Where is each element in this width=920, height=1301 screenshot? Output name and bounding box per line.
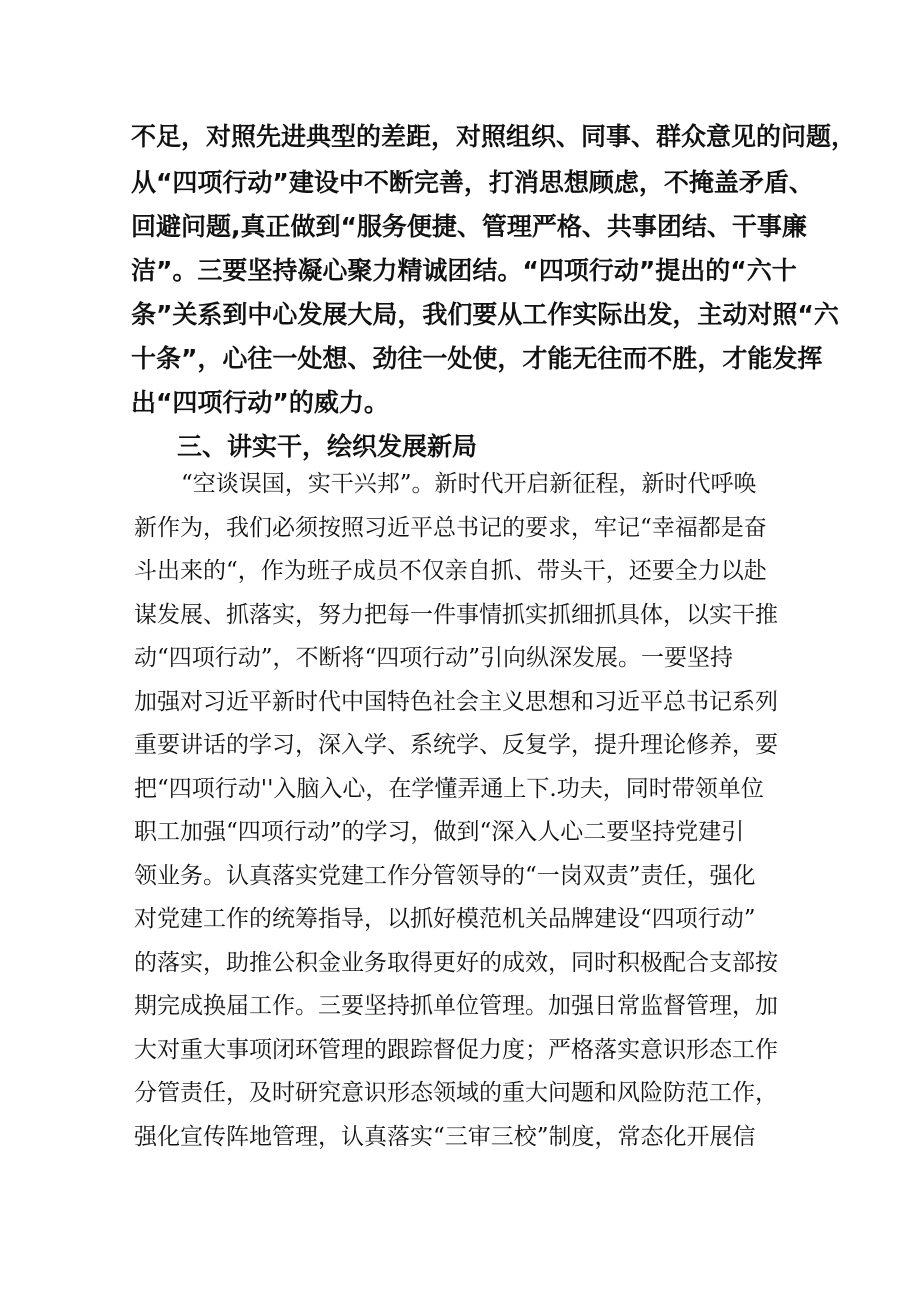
text-line: 大对重大事项闭环管理的跟踪督促力度；严格落实意识形态工作 xyxy=(134,1037,778,1063)
text-line: 领业务。认真落实党建工作分管领导的“一岗双责”责任，强化 xyxy=(134,863,756,889)
text-line: 把“四项行动''入脑入心，在学懂弄通上下.功夫，同时带领单位 xyxy=(134,776,764,802)
text-line: 出“四项行动”的威力。 xyxy=(131,388,389,417)
text-line: 洁”。三要坚持凝心聚力精诚团结。“四项行动”提出的“六十 xyxy=(131,256,797,285)
text-line: 条”关系到中心发展大局，我们要从工作实际出发，主动对照“六 xyxy=(131,300,839,329)
text-line: 回避问题,真正做到“服务便捷、管理严格、共事团结、干事廉 xyxy=(131,212,807,241)
section-heading: 三、讲实干，绘织发展新局 xyxy=(177,432,478,461)
text-line: 强化宣传阵地管理，认真落实“三审三校”制度，常态化开展信 xyxy=(134,1124,756,1150)
text-line: 对党建工作的统筹指导，以抓好模范机关品牌建设“四项行动” xyxy=(134,906,756,932)
text-line: “空谈误国，实干兴邦”。新时代开启新征程，新时代呼唤 xyxy=(181,471,757,497)
text-line: 从“四项行动”建设中不断完善，打消思想顾虑，不掩盖矛盾、 xyxy=(131,168,814,197)
text-line: 分管责任，及时研究意识形态领域的重大问题和风险防范工作， xyxy=(134,1080,778,1106)
text-line: 期完成换届工作。三要坚持抓单位管理。加强日常监督管理，加 xyxy=(134,993,778,1019)
text-line: 重要讲话的学习，深入学、系统学、反复学，提升理论修养，要 xyxy=(134,732,778,758)
text-line: 的落实，助推公积金业务取得更好的成效，同时积极配合支部按 xyxy=(134,950,778,976)
text-line: 十条”，心往一处想、劲往一处使，才能无往而不胜，才能发挥 xyxy=(131,344,823,373)
text-line: 不足，对照先进典型的差距，对照组织、同事、群众意见的问题， xyxy=(131,122,857,151)
text-line: 谋发展、抓落实，努力把每一件事情抓实抓细抓具体，以实干推 xyxy=(134,602,778,628)
text-line: 斗出来的“，作为班子成员不仅亲自抓、带头干，还要全力以赴 xyxy=(134,558,767,584)
text-line: 新作为，我们必须按照习近平总书记的要求，牢记“幸福都是奋 xyxy=(134,515,767,541)
text-line: 职工加强“四项行动”的学习，做到“深入人心二要坚持党建引 xyxy=(134,819,745,845)
text-line: 动“四项行动”，不断将“四项行动”引向纵深发展。一要坚持 xyxy=(134,645,734,671)
text-line: 加强对习近平新时代中国特色社会主义思想和习近平总书记系列 xyxy=(134,689,778,715)
